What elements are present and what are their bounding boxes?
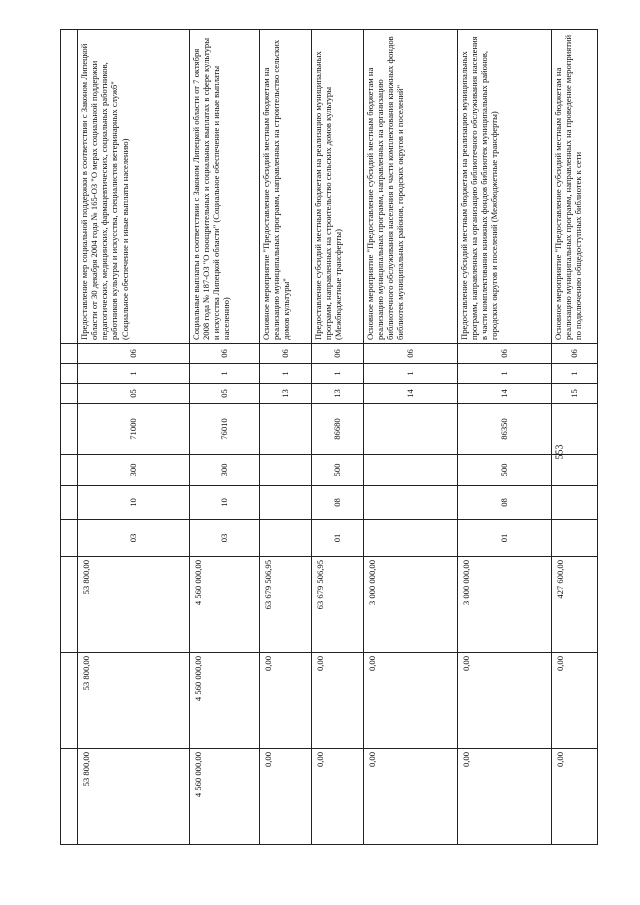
table-body: [61, 30, 598, 845]
budget-table: [60, 29, 598, 845]
table-row: [364, 30, 458, 845]
value-year-1: 53 800,00: [78, 557, 190, 653]
code-event: 14: [364, 384, 458, 404]
code-subsection: 01: [312, 520, 364, 557]
row-description: Основное мероприятие "Предоставление субсидий местным бюджетам на реализацию муниципальных программ, направленных на организацию библиотечного обслуживания населения в части комплектования книжных фондов библиотек муниципальных районов, городских округов и поселений": [364, 30, 458, 344]
value-year-3: 0,00: [364, 749, 458, 845]
value-year-3: 0,00: [552, 749, 598, 845]
value-year-3: 0,00: [312, 749, 364, 845]
code-subprogram: 1: [552, 364, 598, 384]
value-year-1: 427 600,00: [552, 557, 598, 653]
table-top-border-row: [61, 30, 78, 845]
value-year-3: 4 560 000,00: [190, 749, 260, 845]
code-subprogram: 1: [364, 364, 458, 384]
value-year-1: 3 000 000,00: [458, 557, 552, 653]
value-year-2: 0,00: [364, 653, 458, 749]
code-event: 05: [190, 384, 260, 404]
table-row: [78, 30, 190, 845]
row-description: Социальные выплаты в соответствии с Законом Липецкой области от 7 октября 2008 года № 187-ОЗ "О поощрительных и социальных выплатах в сфере культуры и искусства Липецкой области" (Социальное обеспечение и иные выплаты населению): [190, 30, 260, 344]
row-description: Основное мероприятие "Предоставление субсидий местным бюджетам на реализацию муниципальных программ, направленных на проведение мероприятий по подключению общедоступных библиотек к сети: [552, 30, 598, 344]
value-year-1: 63 679 506,95: [312, 557, 364, 653]
code-section: 08: [312, 486, 364, 520]
code-event: 13: [260, 384, 312, 404]
value-year-2: 0,00: [260, 653, 312, 749]
code-subsection: 01: [458, 520, 552, 557]
code-section: [552, 486, 598, 520]
table-row: [190, 30, 260, 845]
value-year-1: 63 679 506,95: [260, 557, 312, 653]
value-year-1: 4 560 000,00: [190, 557, 260, 653]
table-row: [552, 30, 598, 845]
row-description: Основное мероприятие "Предоставление субсидий местным бюджетам на реализацию муниципальных программ, направленных на строительство сельских домов культуры": [260, 30, 312, 344]
code-program: 06: [552, 344, 598, 364]
code-subprogram: 1: [458, 364, 552, 384]
code-subsection: [260, 520, 312, 557]
code-expense-type: 300: [78, 455, 190, 486]
code-event: 15: [552, 384, 598, 404]
code-expense-type: 500: [312, 455, 364, 486]
code-expense-type: [364, 455, 458, 486]
code-section: [364, 486, 458, 520]
code-subsection: [364, 520, 458, 557]
code-event: 13: [312, 384, 364, 404]
code-section: 10: [78, 486, 190, 520]
code-subprogram: 1: [190, 364, 260, 384]
code-expense-type: [552, 455, 598, 486]
value-year-2: 0,00: [458, 653, 552, 749]
value-year-2: 0,00: [312, 653, 364, 749]
value-year-2: 53 800,00: [78, 653, 190, 749]
code-event: 14: [458, 384, 552, 404]
code-section: [260, 486, 312, 520]
code-direction: 86680: [312, 404, 364, 455]
code-direction: 86350: [458, 404, 552, 455]
code-subprogram: 1: [312, 364, 364, 384]
code-expense-type: 300: [190, 455, 260, 486]
row-description: Предоставление мер социальной поддержки в соответствии с Законом Липецкой области от 30 декабря 2004 года № 165-ОЗ "О мерах социальной поддержки педагогических, медицинских, фармацевтических, социальных работников, работников культуры и искусства, специалистов ветеринарных служб" (Социальное обеспечение и иные выплаты населению): [78, 30, 190, 344]
value-year-1: 3 000 000,00: [364, 557, 458, 653]
code-program: 06: [260, 344, 312, 364]
code-program: 06: [364, 344, 458, 364]
value-year-3: 0,00: [458, 749, 552, 845]
code-program: 06: [78, 344, 190, 364]
code-direction: 76010: [190, 404, 260, 455]
code-subprogram: 1: [260, 364, 312, 384]
code-program: 06: [458, 344, 552, 364]
code-direction: [260, 404, 312, 455]
code-subsection: 03: [190, 520, 260, 557]
code-direction: [364, 404, 458, 455]
value-year-3: 53 800,00: [78, 749, 190, 845]
code-expense-type: 500: [458, 455, 552, 486]
code-expense-type: [260, 455, 312, 486]
table-row: [312, 30, 364, 845]
value-year-2: 0,00: [552, 653, 598, 749]
table-row: [260, 30, 312, 845]
code-subsection: 03: [78, 520, 190, 557]
table-row: [458, 30, 552, 845]
row-description: Предоставление субсидий местным бюджетам на реализацию муниципальных программ, направленных на организацию библиотечного обслуживания населения в части комплектования книжных фондов библиотек муниципальных районов, городских округов и поселений (Межбюджетные трансферты): [458, 30, 552, 344]
code-program: 06: [312, 344, 364, 364]
code-direction: [552, 404, 598, 455]
value-year-3: 0,00: [260, 749, 312, 845]
code-section: 10: [190, 486, 260, 520]
code-section: 08: [458, 486, 552, 520]
code-subsection: [552, 520, 598, 557]
code-program: 06: [190, 344, 260, 364]
code-direction: 71000: [78, 404, 190, 455]
code-subprogram: 1: [78, 364, 190, 384]
row-description: Предоставление субсидий местным бюджетам на реализацию муниципальных программ, направленных на строительство сельских домов культуры (Межбюджетные трансферты): [312, 30, 364, 344]
page-number: 553: [554, 444, 566, 460]
code-event: 05: [78, 384, 190, 404]
rotated-table-wrapper: [60, 30, 584, 845]
value-year-2: 4 560 000,00: [190, 653, 260, 749]
